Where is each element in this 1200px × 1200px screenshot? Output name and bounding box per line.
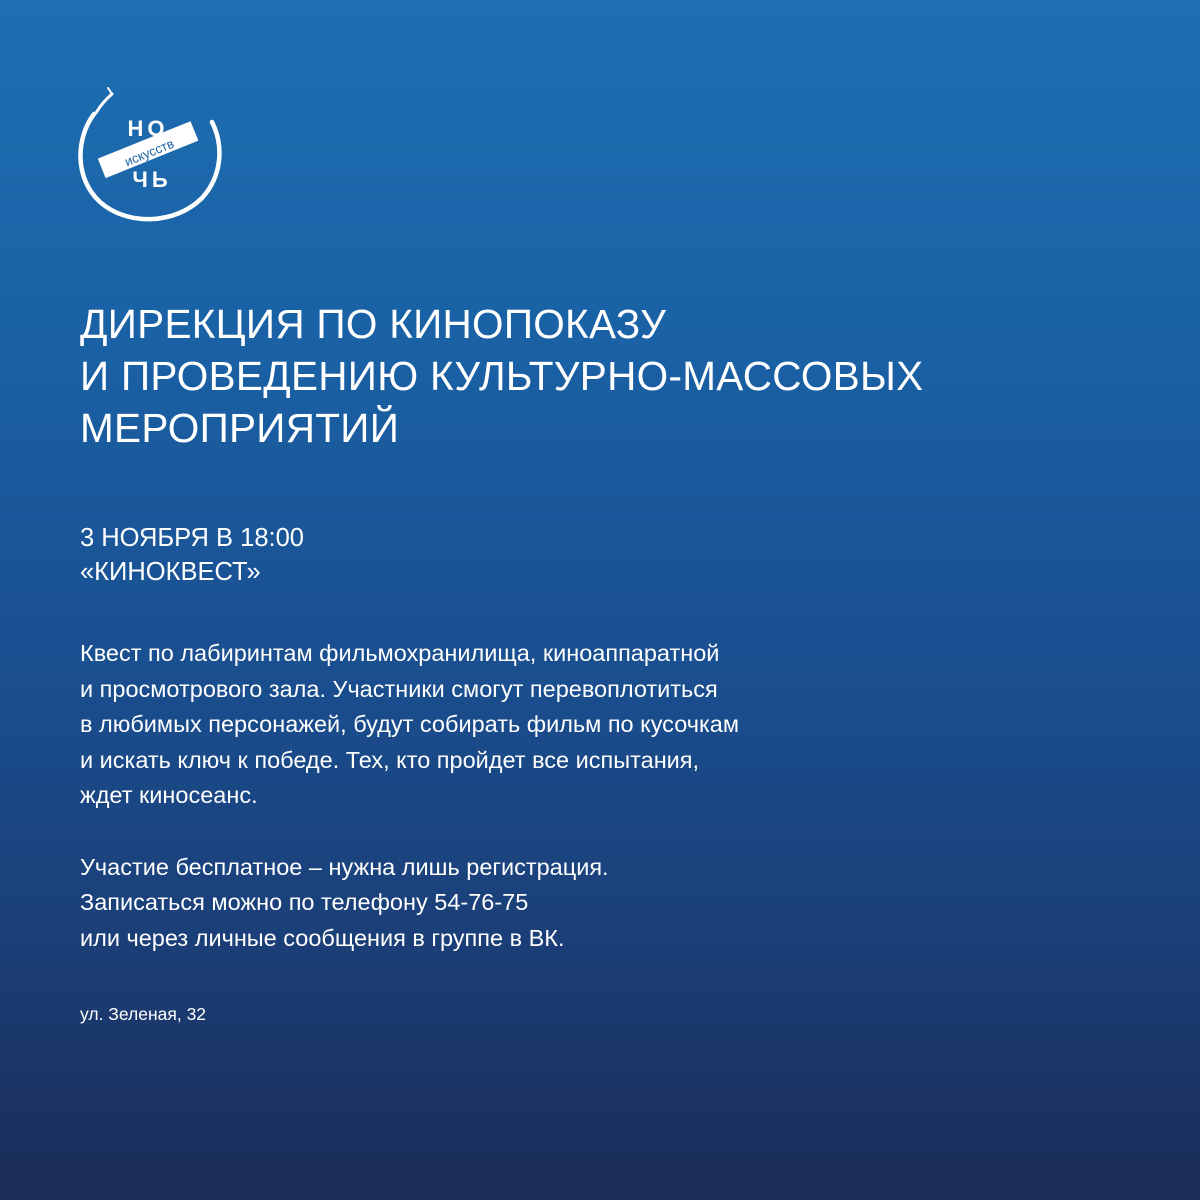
event-name: «КИНОКВЕСТ» bbox=[80, 558, 261, 586]
description-line: в любимых персонажей, будут собирать фильм по кусочкам bbox=[80, 711, 740, 737]
event-info bbox=[80, 521, 1120, 589]
logo-middle-text: искусств bbox=[122, 135, 177, 170]
headline bbox=[80, 298, 1120, 454]
registration-line: или через личные сообщения в группе в ВК. bbox=[80, 924, 565, 951]
registration-info bbox=[80, 850, 1120, 957]
logo-bottom-text: ЧЬ bbox=[132, 167, 172, 192]
logo-top-text: НО bbox=[127, 116, 169, 141]
description-line: и просмотрового зала. Участники смогут перевоплотиться bbox=[80, 675, 718, 702]
headline-line: И ПРОВЕДЕНИЮ КУЛЬТУРНО-МАССОВЫХ bbox=[80, 353, 924, 399]
headline-line: ДИРЕКЦИЯ ПО КИНОПОКАЗУ bbox=[80, 301, 667, 347]
description-line: ждет киносеанс. bbox=[80, 782, 258, 808]
noch-iskusstva-logo-icon bbox=[72, 80, 227, 225]
registration-line: Участие бесплатное – нужна лишь регистрация. bbox=[80, 853, 609, 880]
address: ул. Зеленая, 32 bbox=[80, 1004, 207, 1024]
description-line: и искать ключ к победе. Тех, кто пройдет все испытания, bbox=[80, 746, 700, 773]
registration-line: Записаться можно по телефону 54-76-75 bbox=[80, 889, 529, 915]
description-line: Квест по лабиринтам фильмохранилища, киноаппаратной bbox=[80, 640, 720, 666]
event-datetime: 3 НОЯБРЯ В 18:00 bbox=[80, 524, 304, 552]
content bbox=[80, 298, 1120, 956]
headline-line: МЕРОПРИЯТИЙ bbox=[80, 405, 400, 451]
event-description bbox=[80, 636, 1120, 814]
